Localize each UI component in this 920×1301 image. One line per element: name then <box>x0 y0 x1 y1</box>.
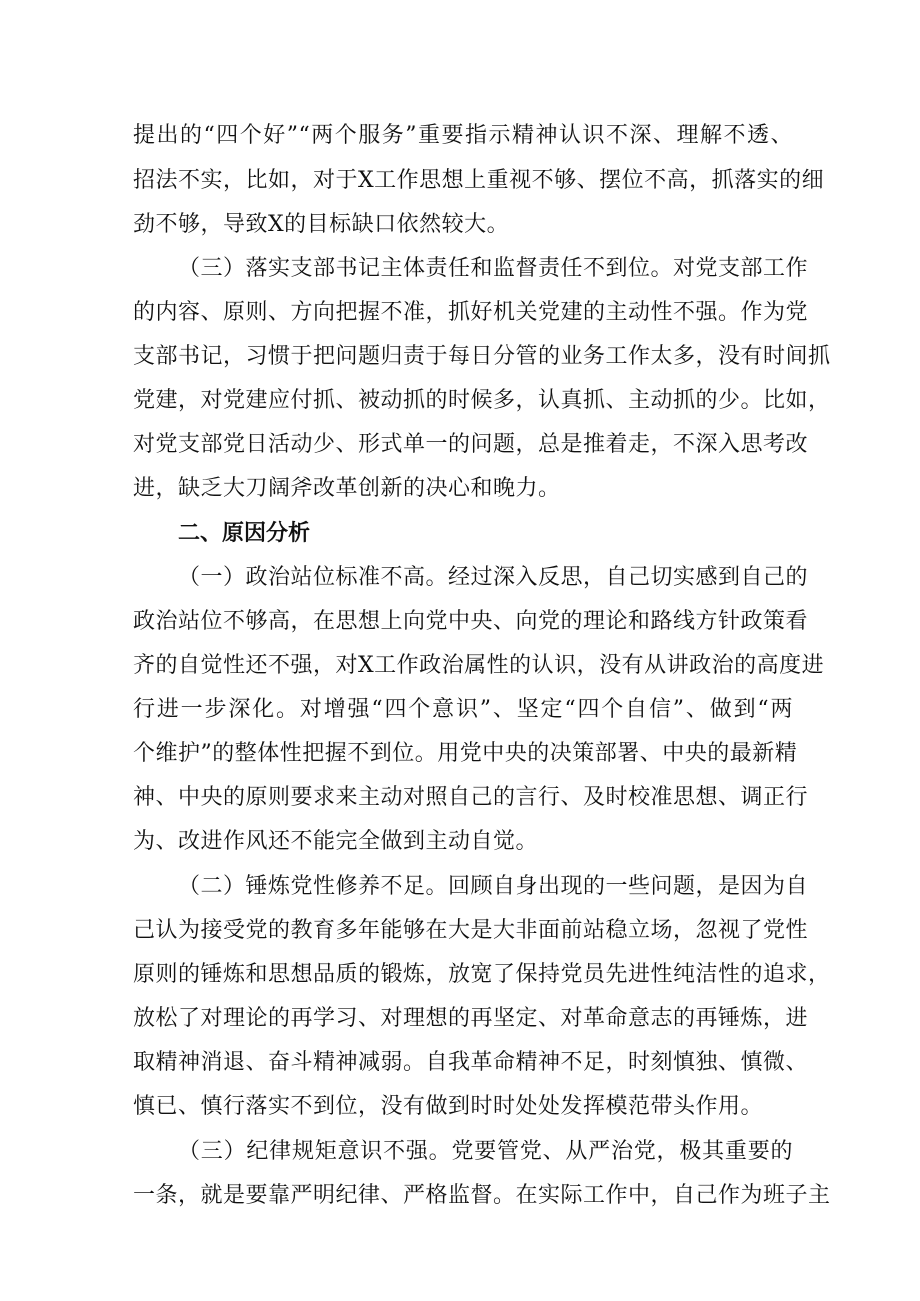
text-line: 为、改进作风还不能完全做到主动自觉。 <box>133 829 539 854</box>
text-line: 原则的锤炼和思想品质的锻炼，放宽了保持党员先进性纯洁性的追求， <box>133 962 831 987</box>
paragraph-start-line: （三）纪律规矩意识不强。党要管党、从严治党，极其重要的 <box>178 1139 793 1164</box>
paragraph-start-line: （一）政治站位标准不高。经过深入反思，自己切实感到自己的 <box>178 565 809 590</box>
text-line: 慎已、慎行落实不到位，没有做到时时处处发挥模范带头作用。 <box>133 1094 764 1119</box>
paragraph-start-line: （二）锤炼党性修养不足。回顾自身出现的一些问题，是因为自 <box>178 874 809 899</box>
paragraph-start-line: （三）落实支部书记主体责任和监督责任不到位。对党支部工作 <box>178 256 809 281</box>
text-line: 的内容、原则、方向把握不准，抓好机关党建的主动性不强。作为党 <box>133 300 809 325</box>
text-line: 取精神消退、奋斗精神减弱。自我革命精神不足，时刻慎独、慎微、 <box>133 1050 809 1075</box>
text-line: 行进一步深化。对增强“四个意识”、坚定“四个自信”、做到“两 <box>133 697 793 722</box>
text-line: 对党支部党日活动少、形式单一的问题，总是推着走，不深入思考改 <box>133 432 809 457</box>
text-line: 个维护”的整体性把握不到位。用党中央的决策部署、中央的最新精 <box>133 741 798 766</box>
text-line: 进，缺乏大刀阔斧改革创新的决心和晚力。 <box>133 476 561 501</box>
text-line: 放松了对理论的再学习、对理想的再坚定、对革命意志的再锤炼，进 <box>133 1006 809 1031</box>
section-heading: 二、原因分析 <box>178 521 311 546</box>
text-line: 支部书记，习惯于把问题归责于每日分管的业务工作太多，没有时间抓 <box>133 344 831 369</box>
text-line: 招法不实，比如，对于X工作思想上重视不够、摆位不高，抓落实的细 <box>133 168 825 193</box>
text-line: 神、中央的原则要求来主动对照自己的言行、及时校准思想、调正行 <box>133 785 809 810</box>
text-line: 己认为接受党的教育多年能够在大是大非面前站稳立场，忽视了党性 <box>133 918 809 943</box>
text-line: 一条，就是要靠严明纪律、严格监督。在实际工作中，自己作为班子主 <box>133 1183 831 1208</box>
text-line: 党建，对党建应付抓、被动抓的时候多，认真抓、主动抓的少。比如， <box>133 388 831 413</box>
text-line: 提出的“四个好”“两个服务”重要指示精神认识不深、理解不透、 <box>133 123 793 148</box>
text-line: 政治站位不够高，在思想上向党中央、向党的理论和路线方针政策看 <box>133 609 809 634</box>
text-line: 齐的自觉性还不强，对X工作政治属性的认识，没有从讲政治的高度进 <box>133 653 825 678</box>
text-line: 劲不够，导致X的目标缺口依然较大。 <box>133 212 510 237</box>
